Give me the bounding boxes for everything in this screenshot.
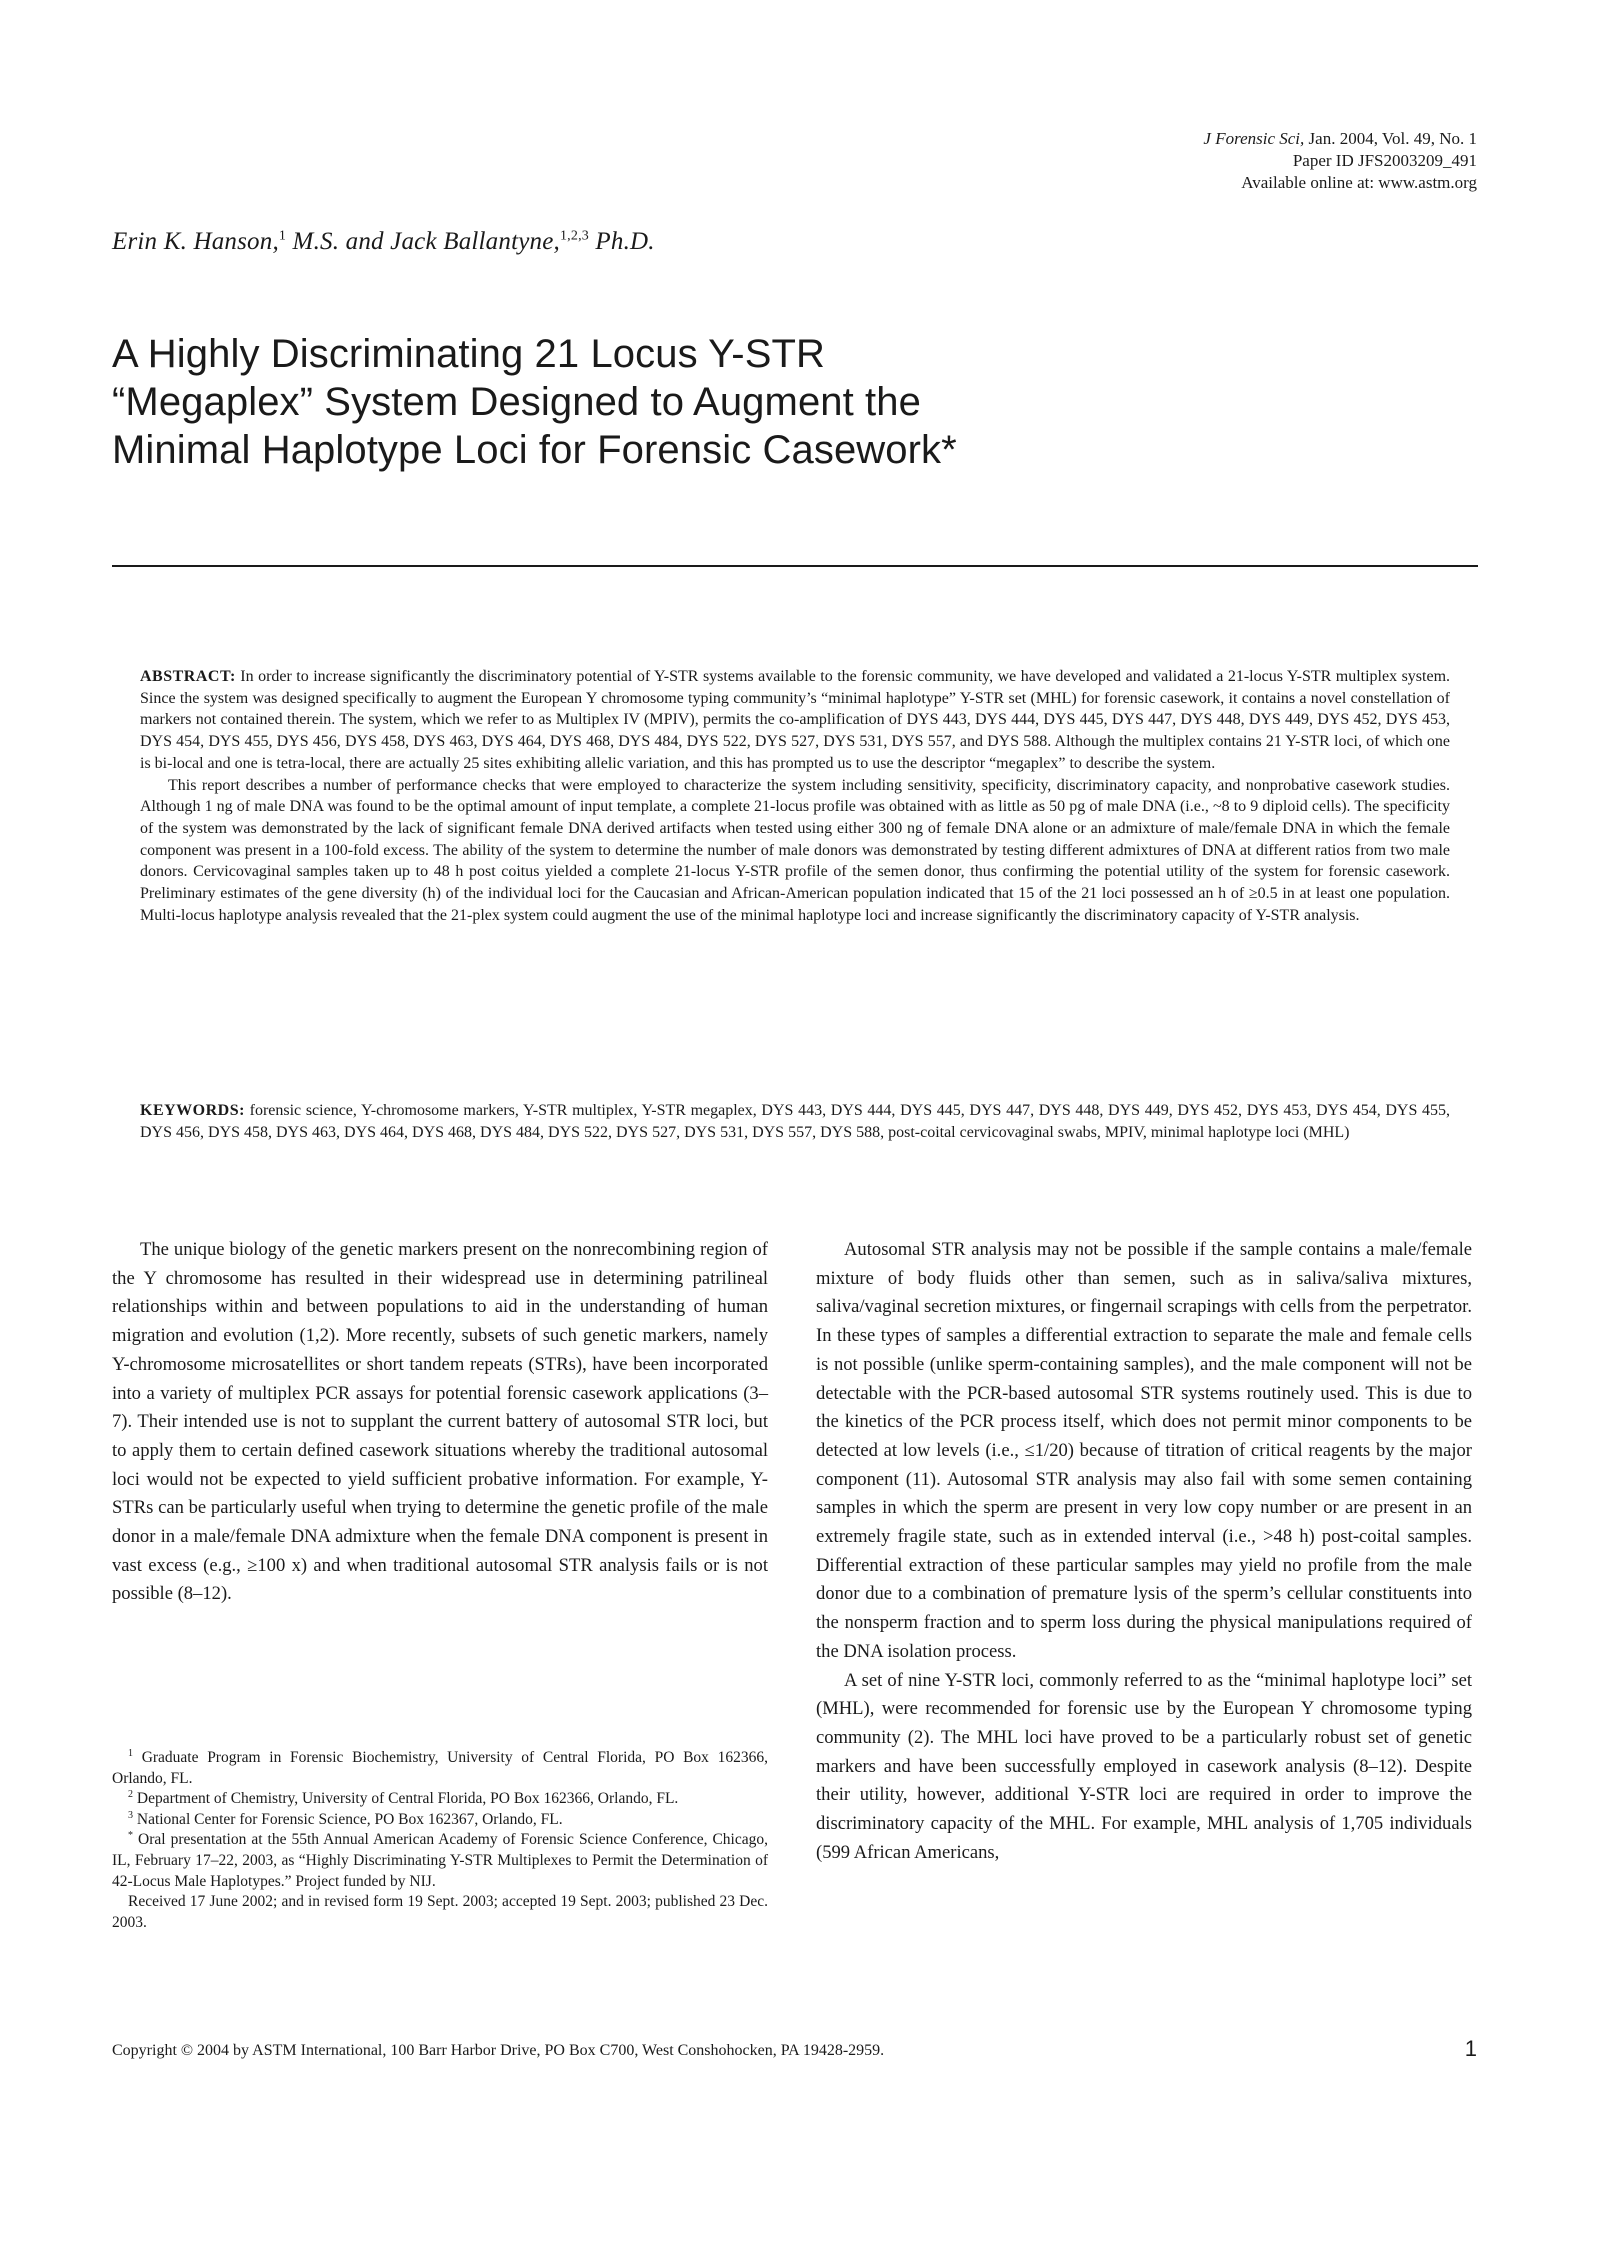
abstract-paragraph-1 [140,666,1450,775]
journal-name: J Forensic Sci, [1203,129,1305,148]
author-degrees: M.S. and Jack Ballantyne, [286,228,560,255]
footnote-mark-3: 3 [128,1809,133,1821]
body-paragraph: Autosomal STR analysis may not be possible if the sample contains a male/female mixture of body fluids other than semen, such as in saliva/saliva mixtures, saliva/vaginal secretion mixtures, or fingernail scrapings with cells from the perpetrator. In these types of samples a differential extraction to separate the male and female cells is not possible (unlike sperm-containing samples), and the male component will not be detectable with the PCR-based autosomal STR systems routinely used. This is due to the kinetics of the PCR process itself, which does not permit minor components to be detected at low levels (i.e., ≤1/20) because of titration of critical reagents by the major component (11). Autosomal STR analysis may also fail with some semen containing samples in which the sperm are present in very low copy number or are present in an extremely fragile state, such as in extended interval (i.e., >48 h) post-coital samples. Differential extraction of these particular samples may yield no profile from the male donor due to a combination of premature lysis of the sperm’s cellular constituents into the nonsperm fraction and to sperm loss during the physical manipulations required of the DNA isolation process. [816,1239,1472,1662]
footnote-4 [112,1830,768,1892]
availability-link[interactable]: Available online at: www.astm.org [1241,173,1477,192]
footnote-mark-2: 2 [128,1789,133,1801]
journal-issue: Jan. 2004, Vol. 49, No. 1 [1304,129,1477,148]
footnote-text-4: Oral presentation at the 55th Annual American Academy of Forensic Science Conference, Chicago, IL, February 17–22, 2003, as “Highly Discriminating Y-STR Multiplexes to Permit the Determination of 42-Locus Male Haplotypes.” Project funded by NIJ. [112,1831,768,1890]
footnotes [112,1748,768,1933]
body-paragraph: The unique biology of the genetic markers present on the nonrecombining region of the Y chromosome has resulted in their widespread use in determining patrilineal relationships within and between populations to aid in the understanding of human migration and evolution (1,2). More recently, subsets of such genetic markers, namely Y-chromosome microsatellites or short tandem repeats (STRs), have been incorporated into a variety of multiplex PCR assays for potential forensic casework applications (3–7). Their intended use is not to supplant the current battery of autosomal STR loci, but to apply them to certain defined casework situations whereby the traditional autosomal loci would not be expected to yield sufficient probative information. For example, Y-STRs can be particularly useful when trying to determine the genetic profile of the male donor in a male/female DNA admixture when the female DNA component is present in vast excess (e.g., ≥100 x) and when traditional autosomal STR analysis fails or is not possible (8–12). [112,1239,768,1605]
abstract [140,666,1450,926]
body-paragraph: A set of nine Y-STR loci, commonly referred to as the “minimal haplotype loci” set (MHL), were recommended for forensic use by the European Y chromosome typing community (2). The MHL loci have proved to be a particularly robust set of genetic markers and have been successfully employed in casework analysis (8–12). Despite their utility, however, additional Y-STR loci are required in order to improve the discriminatory capacity of the MHL. For example, MHL analysis of 1,705 individuals (599 African Americans, [816,1669,1472,1863]
author2-degree: Ph.D. [588,228,655,255]
paper-id: Paper ID JFS2003209_491 [1292,151,1477,170]
page-number: 1 [1464,2036,1477,2061]
body-column-right [816,1236,1472,1867]
footnote-text-1: Graduate Program in Forensic Biochemistry, University of Central Florida, PO Box 162366, Orlando, FL. [112,1749,768,1787]
paper-title [112,330,1212,474]
keywords-text: forensic science, Y-chromosome markers, Y-STR multiplex, Y-STR megaplex, DYS 443, DYS 444, DYS 445, DYS 447, DYS 448, DYS 449, DYS 452, DYS 453, DYS 454, DYS 455, DYS 456, DYS 458, DYS 463, DYS 464, DYS 468, DYS 484, DYS 522, DYS 527, DYS 531, DYS 557, DYS 588, post-coital cervicovaginal swabs, MPIV, minimal haplotype loci (MHL) [140,1102,1451,1141]
footnote-3 [112,1810,768,1831]
footnote-mark-1: 1 [128,1747,133,1759]
journal-citation [877,128,1477,150]
footnote-2 [112,1789,768,1810]
copyright-notice: Copyright © 2004 by ASTM International, 100 Barr Harbor Drive, PO Box C700, West Conshohocken, PA 19428-2959. [112,2042,885,2059]
title-line-3: Minimal Haplotype Loci for Forensic Casework* [112,428,957,472]
body-column-left [112,1236,768,1609]
author1-affiliation-mark: 1 [278,228,287,244]
journal-info [877,128,1477,194]
title-rule [112,565,1478,567]
abstract-paragraph-2: This report describes a number of performance checks that were employed to characterize the system including sensitivity, specificity, discriminatory capacity, and nonprobative casework studies. Although 1 ng of male DNA was found to be the optimal amount of input template, a complete 21-locus profile was obtained with as little as 50 pg of male DNA (i.e., ~8 to 9 diploid cells). The specificity of the system was demonstrated by the lack of significant female DNA derived artifacts when tested using either 300 ng of female DNA alone or an admixture of male/female DNA in which the female component was present in a 100-fold excess. The ability of the system to determine the number of male donors was demonstrated by testing different admixtures of DNA at different ratios from two male donors. Cervicovaginal samples taken up to 48 h post coitus yielded a complete 21-locus Y-STR profile of the semen donor, thus confirming the potential utility of the system for forensic casework. Preliminary estimates of the gene diversity (h) of the individual loci for the Caucasian and African-American population indicated that 15 of the 21 loci possessed an h of ≥0.5 in at least one population. Multi-locus haplotype analysis revealed that the 21-plex system could augment the use of the minimal haplotype loci and increase significantly the discriminatory capacity of Y-STR analysis. [140,776,1450,924]
title-line-2: “Megaplex” System Designed to Augment the [112,380,921,424]
footnote-text-2: Department of Chemistry, University of Central Florida, PO Box 162366, Orlando, FL. [133,1790,679,1808]
keywords [140,1100,1450,1143]
author2-affiliation-mark: 1,2,3 [559,228,589,244]
abstract-text-1: In order to increase significantly the discriminatory potential of Y-STR systems available to the forensic community, we have developed and validated a 21-locus Y-STR multiplex system. Since the system was designed specifically to augment the European Y chromosome typing community’s “minimal haplotype” Y-STR set (MHL) for forensic casework, it contains a novel constellation of markers not contained therein. The system, which we refer to as Multiplex IV (MPIV), permits the co-amplification of DYS 443, DYS 444, DYS 445, DYS 447, DYS 448, DYS 449, DYS 452, DYS 453, DYS 454, DYS 455, DYS 456, DYS 458, DYS 463, DYS 464, DYS 468, DYS 484, DYS 522, DYS 527, DYS 531, DYS 557, and DYS 588. Although the multiplex contains 21 Y-STR loci, of which one is bi-local and one is tetra-local, there are actually 25 sites exhibiting allelic variation, and this has prompted us to use the descriptor “megaplex” to describe the system. [140,668,1451,772]
keywords-label: KEYWORDS: [140,1102,245,1119]
received-dates: Received 17 June 2002; and in revised form 19 Sept. 2003; accepted 19 Sept. 2003; published 23 Dec. 2003. [112,1893,768,1931]
footnote-1 [112,1748,768,1789]
title-line-1: A Highly Discriminating 21 Locus Y-STR [112,332,825,376]
abstract-label: ABSTRACT: [140,668,236,685]
author-line [112,228,655,256]
footnote-mark-4: * [128,1830,133,1842]
author1-name: Erin K. Hanson, [112,228,279,255]
footnote-text-3: National Center for Forensic Science, PO Box 162367, Orlando, FL. [133,1810,563,1828]
